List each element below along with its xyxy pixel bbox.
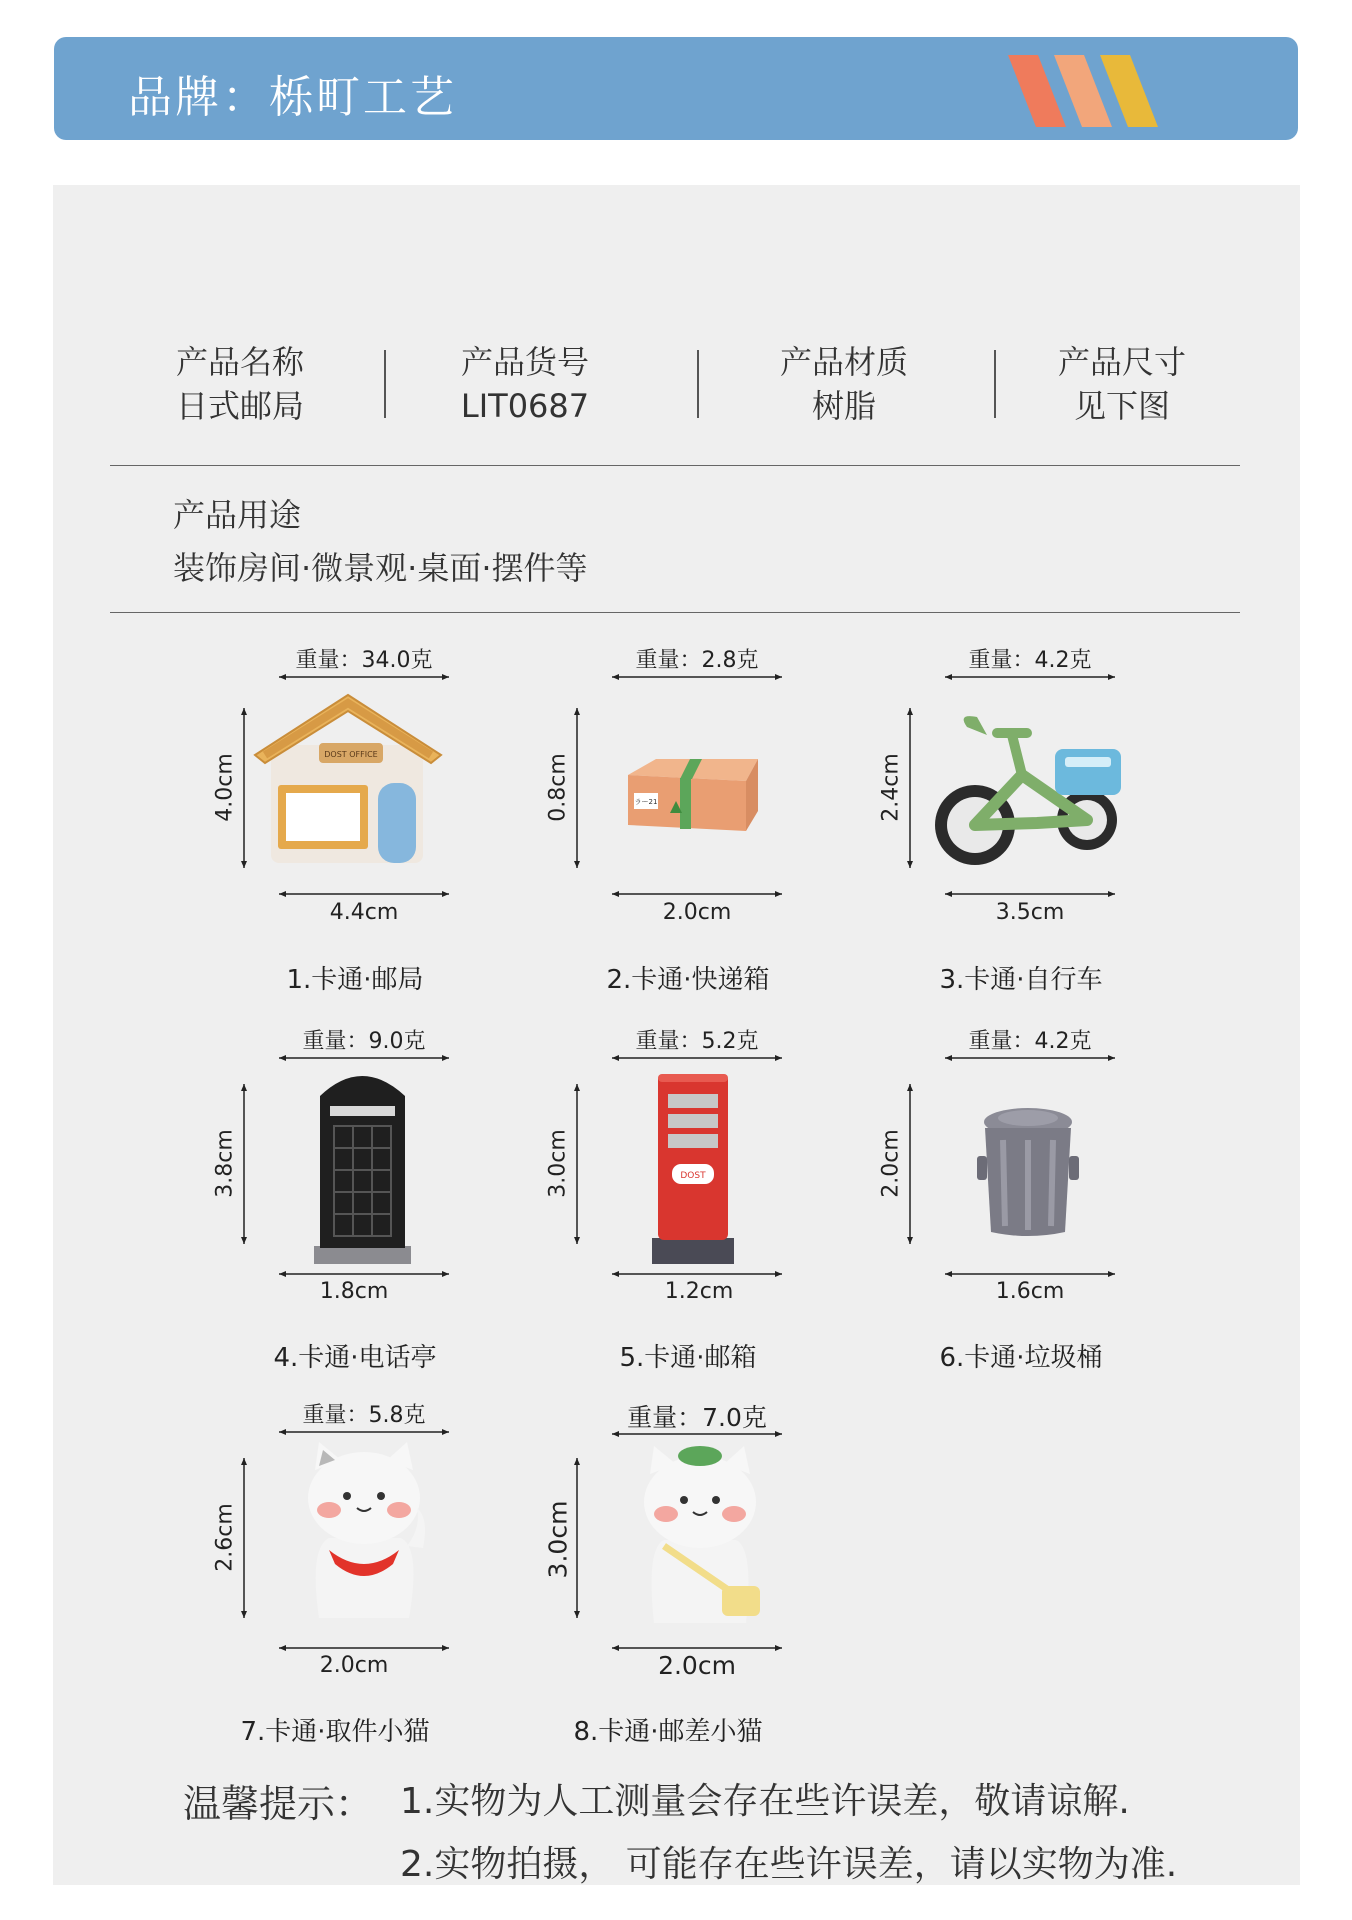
divider — [994, 350, 996, 418]
weight-label: 重量：2.8克 — [635, 648, 759, 673]
product-card — [212, 643, 475, 995]
width-arrow-icon — [279, 1269, 449, 1279]
trash-can-icon — [973, 1104, 1083, 1244]
weight-label: 重量：34.0克 — [295, 648, 433, 673]
weight-label: 重量：7.0克 — [627, 1403, 767, 1432]
product-card — [543, 1398, 808, 1747]
parcel-box-icon — [618, 753, 768, 843]
spec-value: 日式邮局 — [175, 387, 304, 425]
product-card — [212, 1024, 475, 1373]
product-caption: 3.卡通·自行车 — [939, 965, 1103, 995]
spec-value: 树脂 — [811, 387, 876, 425]
height-label: 0.8cm — [545, 753, 571, 822]
height-arrow-icon — [237, 1084, 251, 1244]
height-label: 3.0cm — [545, 1129, 571, 1198]
product-card — [545, 1024, 808, 1373]
cat-pickup-icon — [289, 1438, 439, 1628]
height-arrow-icon — [237, 1458, 251, 1618]
weight-label: 重量：9.0克 — [302, 1029, 426, 1054]
height-label: 4.0cm — [212, 753, 238, 822]
width-label: 1.8cm — [319, 1279, 389, 1304]
height-label: 3.0cm — [543, 1500, 573, 1579]
weight-label: 重量：4.2克 — [968, 648, 1092, 673]
width-arrow-icon — [279, 889, 449, 899]
width-arrow-icon — [945, 1053, 1115, 1063]
divider — [110, 612, 1240, 613]
height-label: 2.0cm — [878, 1129, 904, 1198]
spec-label: 产品尺寸 — [1057, 343, 1186, 381]
spec-material — [764, 340, 924, 428]
width-arrow-icon — [612, 1269, 782, 1279]
height-arrow-icon — [903, 708, 917, 868]
weight-label: 重量：4.2克 — [968, 1029, 1092, 1054]
bicycle-icon — [927, 705, 1127, 875]
width-arrow-icon — [279, 1643, 449, 1653]
divider — [110, 465, 1240, 466]
weight-label: 重量：5.2克 — [635, 1029, 759, 1054]
width-arrow-icon — [945, 1269, 1115, 1279]
post-office-icon — [253, 685, 443, 865]
width-arrow-icon — [612, 672, 782, 682]
width-arrow-icon — [279, 1427, 449, 1437]
width-arrow-icon — [612, 889, 782, 899]
product-caption: 4.卡通·电话亭 — [273, 1343, 437, 1373]
width-arrow-icon — [279, 672, 449, 682]
width-arrow-icon — [945, 889, 1115, 899]
spec-size — [1042, 340, 1202, 428]
tips-label: 温馨提示： — [183, 1782, 374, 1826]
product-caption: 7.卡通·取件小猫 — [240, 1717, 430, 1747]
usage-text: 装饰房间·微景观·桌面·摆件等 — [173, 549, 588, 587]
width-arrow-icon — [945, 672, 1115, 682]
svg-text:DOST OFFICE: DOST OFFICE — [324, 750, 378, 759]
divider — [697, 350, 699, 418]
product-caption: 2.卡通·快递箱 — [606, 965, 770, 995]
spec-label: 产品材质 — [779, 343, 908, 381]
product-card — [878, 643, 1141, 995]
height-label: 2.4cm — [878, 753, 904, 822]
brand-header — [54, 37, 1298, 140]
divider — [384, 350, 386, 418]
width-label: 2.0cm — [319, 1653, 389, 1678]
width-arrow-icon — [612, 1053, 782, 1063]
cat-postman-icon — [630, 1438, 770, 1638]
spec-name — [160, 340, 320, 428]
width-label: 4.4cm — [329, 900, 399, 925]
height-arrow-icon — [570, 1084, 584, 1244]
width-label: 1.6cm — [995, 1279, 1065, 1304]
width-label: 1.2cm — [664, 1279, 734, 1304]
height-label: 3.8cm — [212, 1129, 238, 1198]
product-caption: 1.卡通·邮局 — [286, 965, 424, 995]
spec-value: LIT0687 — [460, 387, 590, 425]
spec-value: 见下图 — [1073, 387, 1170, 425]
tip-line: 1.实物为人工测量会存在些许误差，敬请谅解. — [400, 1781, 1130, 1822]
usage-label: 产品用途 — [173, 496, 302, 534]
tip-line: 2.实物拍摄， 可能存在些许误差，请以实物为准. — [400, 1844, 1178, 1885]
product-caption: 6.卡通·垃圾桶 — [939, 1343, 1103, 1373]
phone-booth-icon — [310, 1066, 415, 1266]
spec-label: 产品名称 — [175, 343, 304, 381]
product-caption: 5.卡通·邮箱 — [619, 1343, 757, 1373]
height-arrow-icon — [570, 708, 584, 868]
decor-stripes-icon — [1008, 55, 1168, 127]
product-card — [878, 1024, 1141, 1373]
height-arrow-icon — [903, 1084, 917, 1244]
height-arrow-icon — [237, 708, 251, 868]
spec-label: 产品货号 — [460, 343, 589, 381]
brand-title: 品牌：栎町工艺 — [128, 72, 457, 123]
product-card — [545, 643, 808, 995]
svg-text:ラー21: ラー21 — [634, 798, 658, 806]
svg-text:DOST: DOST — [680, 1171, 706, 1181]
width-label: 2.0cm — [662, 900, 732, 925]
product-card — [212, 1398, 475, 1747]
spec-sku — [445, 340, 605, 428]
height-label: 2.6cm — [212, 1503, 238, 1572]
width-label: 2.0cm — [658, 1651, 736, 1680]
product-caption: 8.卡通·邮差小猫 — [573, 1717, 763, 1747]
mailbox-icon — [648, 1066, 738, 1266]
width-arrow-icon — [279, 1053, 449, 1063]
weight-label: 重量：5.8克 — [302, 1403, 426, 1428]
width-label: 3.5cm — [995, 900, 1065, 925]
